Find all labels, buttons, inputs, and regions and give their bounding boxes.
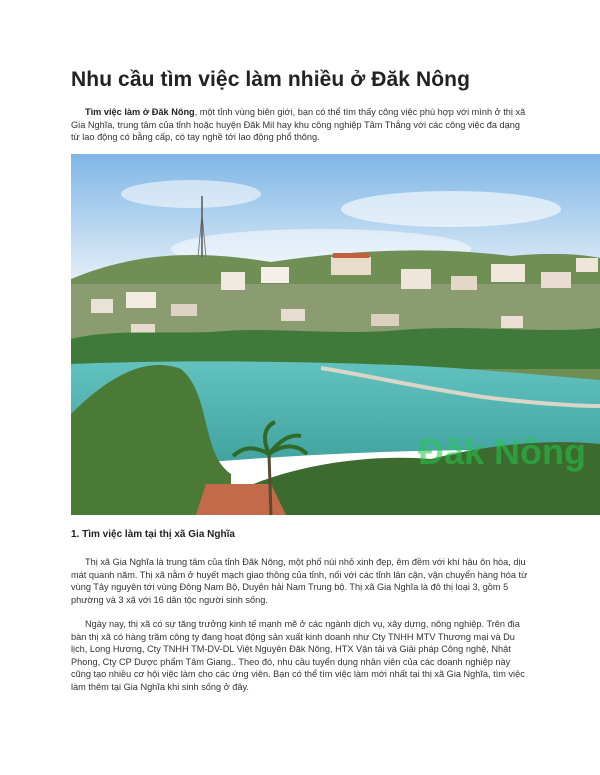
paragraph-1: Thị xã Gia Nghĩa là trung tâm của tỉnh Đăk Nông, một phố núi nhỏ xinh đẹp, êm đềm với khí hậu ôn hòa, dịu mát quanh năm. Thị xã nằm ở huyết mạch giao thông của tỉnh, nối với các tỉnh lân cận, vận chuyển hàng hóa từ vùng Tây nguyên tới vùng Đông Nam Bộ, Duyên hải Nam Trung bộ. Thị xã Gia Nghĩa là đô thị loại 3, gồm 5 phường và 3 xã với 16 dân tộc người sinh sống. bbox=[71, 557, 528, 605]
intro-bold-text: Tìm việc làm ở Đăk Nông bbox=[85, 107, 195, 117]
article-title: Nhu cầu tìm việc làm nhiều ở Đăk Nông bbox=[71, 68, 471, 91]
cloud bbox=[121, 180, 261, 208]
town-lake-illustration bbox=[71, 154, 600, 515]
hero-watermark: Đăk Nông bbox=[417, 431, 586, 472]
hero-photo bbox=[71, 154, 600, 515]
intro-text: , một tỉnh vùng biên giới, bạn có thể tìm thấy công việc phù hợp với mình ở thị xã Gia Nghĩa, trung tâm của tỉnh hoặc huyện Đăk Mil hay khu công nghiệp Tâm Thắng với các công việc đa dạng từ lao động có bằng cấp, có tay nghề tới lao động phổ thông. bbox=[71, 107, 526, 143]
foreground-roof bbox=[196, 484, 286, 515]
section-heading: 1. Tìm việc làm tại thị xã Gia Nghĩa bbox=[71, 529, 235, 540]
intro-paragraph bbox=[71, 106, 531, 144]
cloud bbox=[341, 191, 561, 227]
paragraph-2: Ngày nay, thị xã có sự tăng trưởng kinh tế mạnh mẽ ở các ngành dịch vụ, xây dựng, nông nghiệp. Trên địa bàn thị xã có hàng trăm công ty đang hoạt động sản xuất kinh doanh như Cty TNHH MTV Thương mại và Du lịch, Long Hương, Cty TNHH TM-DV-DL Việt Nguyên Đăk Nông, HTX Vận tải và Giải pháp Công nghệ, Nhật Phong, Cty CP Dược phẩm Tâm Giang.. Theo đó, nhu cầu tuyển dụng nhân viên của các doanh nghiệp này cũng tạo nhiều cơ hội việc làm cho các ứng viên. Bạn có thể tìm việc làm mới nhất tại thị xã Gia Nghĩa, tìm việc làm thêm tại Gia Nghĩa khi sinh sống ở đây. bbox=[71, 619, 525, 692]
palm-tree bbox=[269, 454, 271, 515]
